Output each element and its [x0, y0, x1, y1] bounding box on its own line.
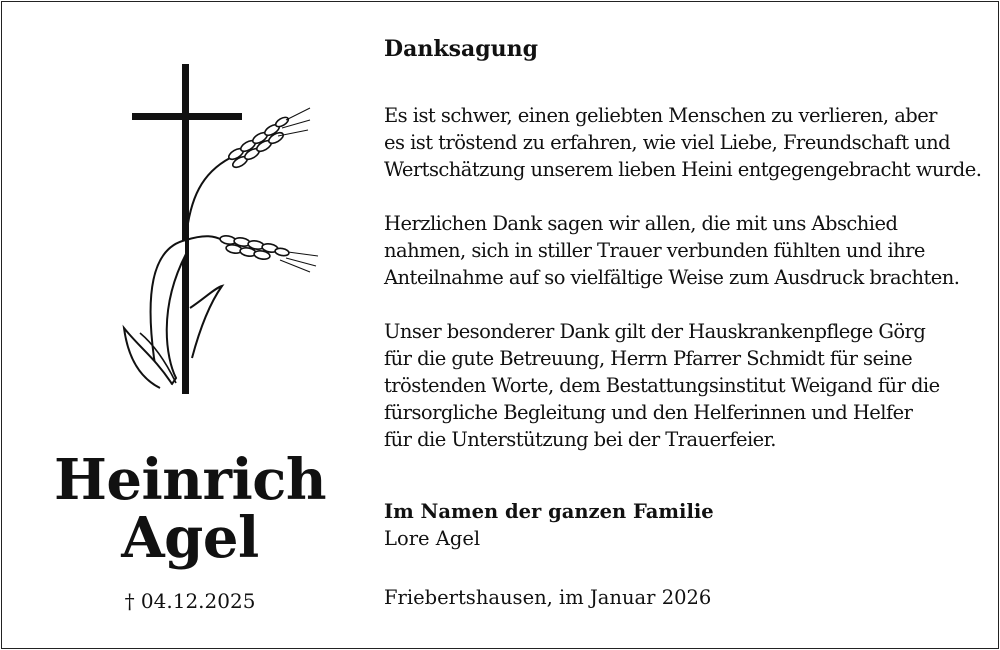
notice-title: Danksagung: [384, 36, 538, 62]
deceased-first-name: Heinrich: [53, 447, 327, 513]
deceased-last-name: Agel: [121, 505, 259, 571]
death-date: † 04.12.2025: [124, 589, 256, 613]
signature-name: Lore Agel: [384, 527, 481, 550]
notice-paragraph-3: Unser besonderer Dank gilt der Hauskrankenpflege Görg für die gute Betreuung, Herrn Pfarrer Schmidt für seine tröstenden Worte, dem Bestattungsinstitut Weigand für die fürsorgliche Begleitung und den Helferinnen und Helfer für die Unterstützung bei der Trauerfeier.: [384, 320, 940, 451]
place-date: Friebertshausen, im Januar 2026: [384, 586, 712, 609]
notice-body: [384, 36, 984, 611]
signature-heading: Im Namen der ganzen Familie: [384, 500, 714, 523]
cross-with-wheat-icon: [110, 58, 330, 398]
notice-paragraph-1: Es ist schwer, einen geliebten Menschen zu verlieren, aber es ist tröstend zu erfahren, wie viel Liebe, Freundschaft und Wertschätzung unserem lieben Heini entgegengebracht wurde.: [384, 104, 982, 181]
notice-paragraph-2: Herzlichen Dank sagen wir allen, die mit uns Abschied nahmen, sich in stiller Trauer verbunden fühlten und ihre Anteilnahme auf so vielfältige Weise zum Ausdruck brachten.: [384, 212, 960, 289]
